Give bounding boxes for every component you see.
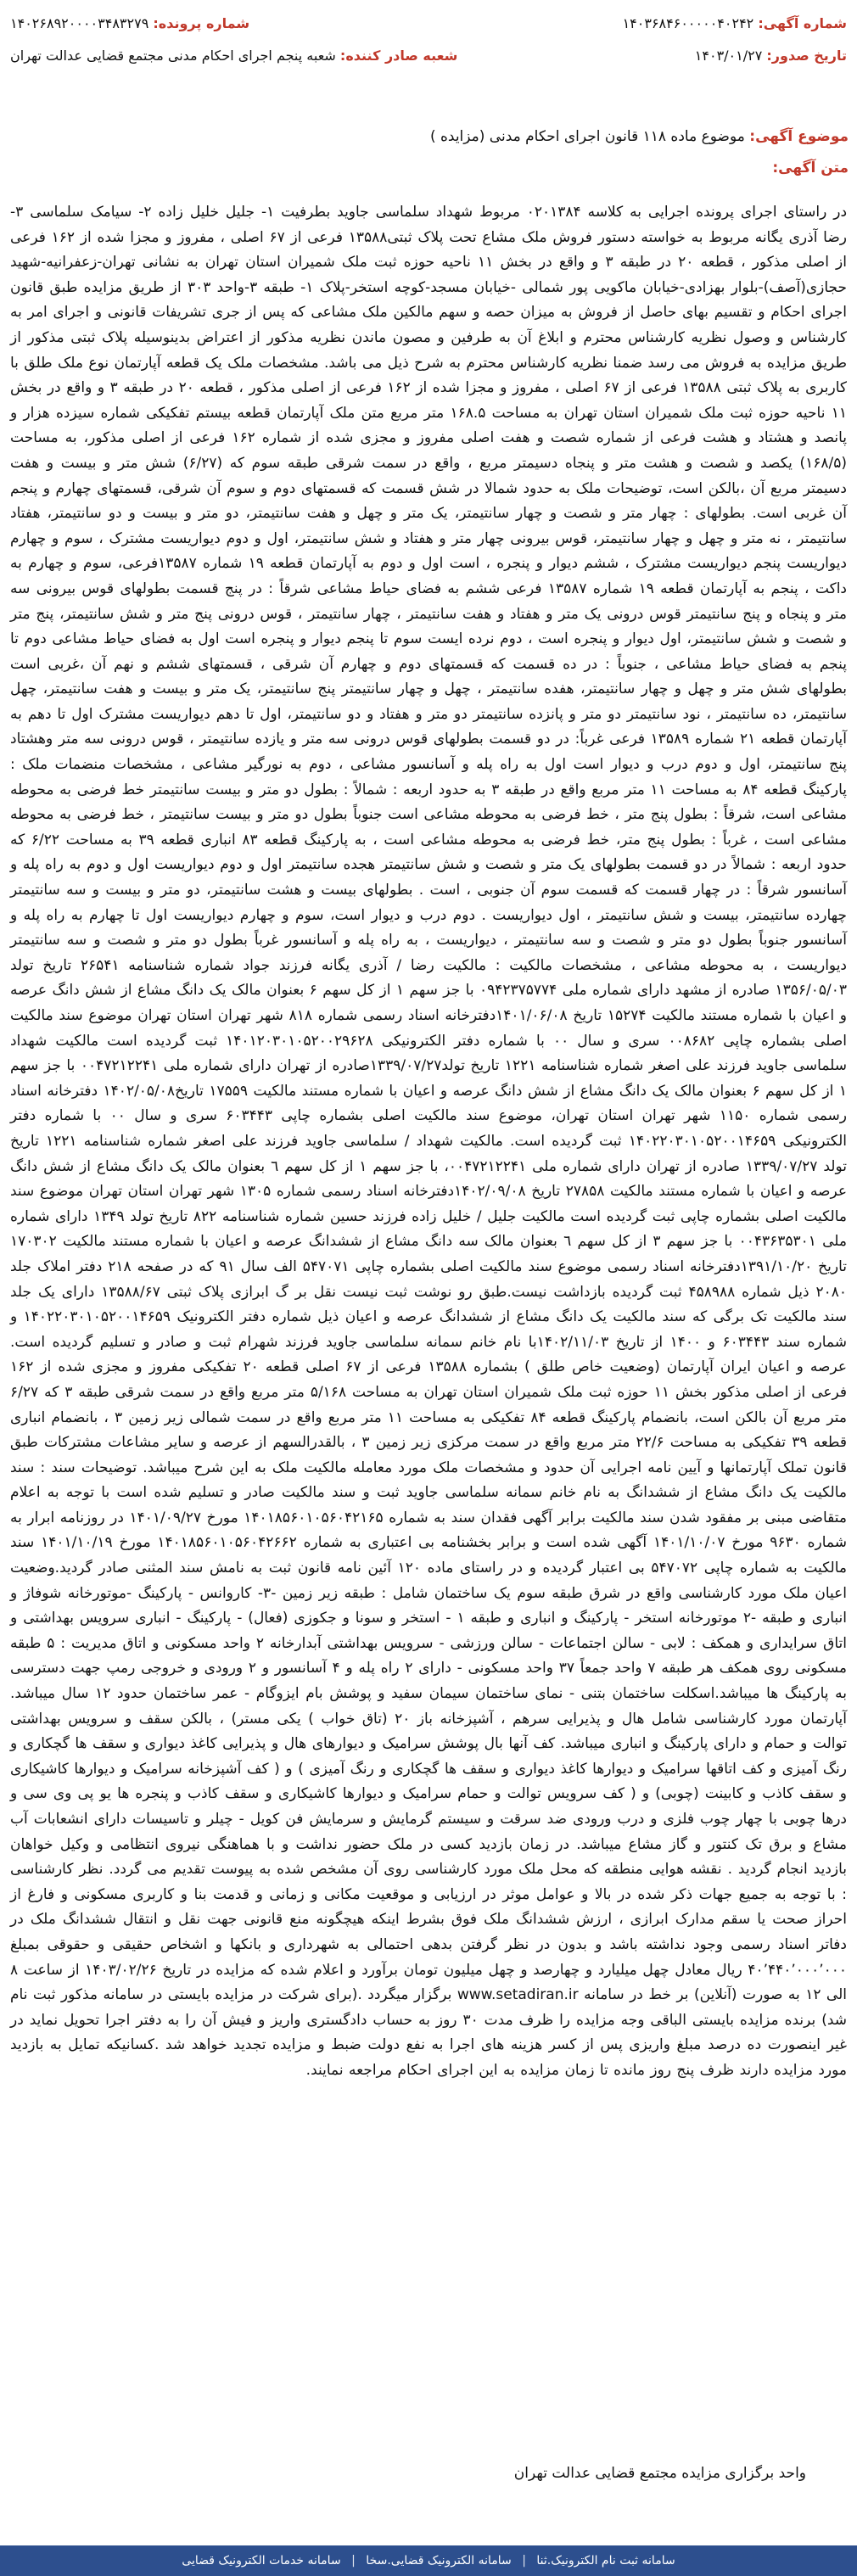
notice-body: در راستای اجرای پرونده اجرایی به کلاسه ۰۲۰۱۳۸۴ مربوط شهداد سلماسی جاوید بطرفیت ۱- جلیل خلیل زاده ۲- سیامک سلماسی ۳- رضا آذری یگانه مربوط به خواسته دستور فروش ملک مشاع تحت پلاک ثبتی۱۳۵۸۸ فرعی از ۶۷ اصلی ، مفروز و مجزا شده از ۱۶۲ فرعی از اصلی مذکور ، قطعه ۲۰ در طبقه ۳ و واقع در بخش ۱۱ ناحیه حوزه ثبت ملک شمیران استان تهران به نشانی تهران-زعفرانیه-شهید حجازی(آصف)-بلوار بهزادی-خیابان ماکویی پور شمالی -خیابان مسجد-کوچه استخر-پلاک ۱- طبقه ۳-واحد ۳۰۳ از طریق مزایده طبق قانون اجرای احکام و تقسیم بهای حاصل از فروش به میزان حصه و سهم مالکین ملک مشاعی که پس از جری تشریفات قانونی و اجرای امر به کارشناس و وصول نظریه کارشناس محترم و ابلاغ آن به طرفین و مصون ماندن نظریه مذکور از اعتراض بدینوسیله پلاک ثبتی مذکور از طریق مزایده به فروش می رسد ضمنا نظریه کارشناس محترم به شرح ذیل می باشد. مشخصات ملک یک قطعه آپارتمان نوع ملک طلق با کاربری به پلاک ثبتی ۱۳۵۸۸ فرعی از ۶۷ اصلی ، مفروز و مجزا شده از ۱۶۲ فرعی از اصلی مذکور ، قطعه ۲۰ در طبقه ۳ و واقع در بخش ۱۱ ناحیه حوزه ثبت ملک شمیران استان تهران به مساحت ۱۶۸.۵ متر مربع متن ملک آپارتمان قطعه بیستم تفکیکی شماره سیزده هزار و پانصد و هشتاد و هشت فرعی از شماره شصت و هفت اصلی مفروز و مجزی شده از شماره ۱۶۲ فرعی از اصلی مذکور، به مساحت (۱۶۸/۵) یکصد و شصت و هشت متر و پنجاه دسیمتر مربع ، واقع در سمت شرقی طبقه سوم که (۶/۲۷) شش متر و بیست و هفت دسیمتر مربع آن ،بالکن است، توضیحات ملک به حدود شمالا در شش قسمت که قسمتهای دوم و سوم آن شرقی، قسمتهای چهارم و پنجم آن غربی است. بطولهای : چهار متر و شصت و چهار سانتیمتر، یک متر و چهل و هفت سانتیمتر، دو متر و بیست و دو سانتیمتر، هفتاد سانتیمتر ، نه متر و چهل و چهار سانتیمتر، قوس بیرونی چهار متر و هفتاد و شش سانتیمتر، اول و دوم دیواریست مشترک ، سوم و چهارم دیواریست پنجم دیواریست مشترک ، ششم دیوار و پنجره ، است اول و دوم به آپارتمان قطعه ۱۹ شماره ۱۳۵۸۷فرعی، سوم و چهارم به داکت ، پنجم به آپارتمان قطعه ۱۹ شماره ۱۳۵۸۷ فرعی ششم به فضای حیاط مشاعی شرقاً : در پنج قسمت بطولهای قوس بیرونی سه متر و پنجاه و پنج سانتیمتر قوس درونی یک متر و هفتاد و هفت سانتیمتر ، چهار سانتیمتر ، قوس درونی پنج متر و شش سانتیمتر، پنج متر و شصت و شش سانتیمتر، اول دیوار و پنجره است ، دوم نرده ایست سوم تا پنجم دیوار و پنجره است اول به فضای حیاط مشاعی دوم تا پنجم به فضای حیاط مشاعی ، جنوباً : در ده قسمت که قسمتهای دوم و چهارم آن شرقی ، قسمتهای ششم و نهم آن ،غربی است بطولهای شش متر و چهل و چهار سانتیمتر، هفده سانتیمتر ، چهل و چهار سانتیمتر پنج سانتیمتر، یک متر و بیست و هفت سانتیمتر، چهل سانتیمتر، ده سانتیمتر ، نود سانتیمتر دو متر و پانزده سانتیمتر دو متر و هفتاد و دو سانتیمتر، اول تا دهم دیواریست مشترک اول تا دهم به آپارتمان قطعه ۲۱ شماره ۱۳۵۸۹ فرعی غرباً: در دو قسمت بطولهای قوس درونی سه متر و یازده سانتیمتر ، قوس درونی سه متر وهشتاد پنج سانتیمتر، اول و دوم درب و دیوار است اول به راه پله و آسانسور مشاعی ، دوم به نورگیر مشاعی ، مشخصات منضمات ملک : پارکینگ قطعه ۸۴ به مساحت ۱۱ متر مربع واقع در طبقه ۳ به حدود اربعه : شمالاً : بطول دو متر و بیست سانتیمتر خط فرضی به محوطه مشاعی است، شرقاً : بطول پنج متر ، خط فرضی به محوطه مشاعی است جنوباً بطول دو متر و بیست سانتیمتر ، خط فرضی به محوطه مشاعی است ، غرباً : بطول پنج متر، خط فرضی به محوطه مشاعی است ، به پارکینگ قطعه ۸۳ انباری قطعه ۳۹ به مساحت ۶/۲۲ که حدود اربعه : شمالاً در دو قسمت بطولهای یک متر و شصت و شش سانتیمتر هجده سانتیمتر اول و دوم دیواریست اول و دوم به راه پله و آسانسور شرقاً : در چهار قسمت که قسمت سوم آن جنوبی ، است . بطولهای بیست و هشت سانتیمتر، دو متر و بیست و سه سانتیمتر چهارده سانتیمتر، بیست و شش سانتیمتر ، اول دیواریست . دوم درب و دیوار است، سوم و چهارم دیواریست اول تا چهارم به راه پله و آسانسور جنوباً بطول دو متر و شصت و سه سانتیمتر ، دیواریست ، به راه پله و آسانسور غرباً بطول دو متر و شصت و سه سانتیمتر دیواریست ، به محوطه مشاعی ، مشخصات مالکیت : مالکیت رضا / آذری یگانه فرزند جواد شماره شناسنامه ۲۶۵۴۱ تاریخ تولد ۱۳۵۶/۰۵/۰۳ صادره از مشهد دارای شماره ملی ۰۹۴۲۳۷۵۷۷۴ با جز سهم ۱ از کل سهم ۶ بعنوان مالک یک دانگ مشاع از شش دانگ عرصه و اعیان با شماره مستند مالکیت ۱۵۲۷۴ تاریخ ۱۴۰۱/۰۶/۰۸دفترخانه اسناد رسمی شماره ۸۱۸ شهر تهران استان تهران موضوع سند مالکیت اصلی بشماره چاپی ۰۰۸۶۸۲ سری و سال ۰۰ با شماره دفتر الکترونیکی ۱۴۰۱۲۰۳۰۱۰۵۲۰۰۲۹۶۲۸ ثبت گردیده است مالکیت شهداد سلماسی جاوید فرزند علی اصغر شماره شناسنامه ۱۲۲۱ تاریخ تولد۱۳۳۹/۰۷/۲۷صادره از تهران دارای شماره ملی ۰۰۴۷۲۱۲۲۴۱ با جز سهم ۱ از کل سهم ۶ بعنوان مالک یک دانگ مشاع از شش دانگ عرصه و اعیان با شماره مستند مالکیت ۱۷۵۵۹ تاریخ۱۴۰۲/۰۵/۰۸ دفترخانه اسناد رسمی شماره ۱۱۵۰ شهر تهران استان تهران، موضوع سند مالکیت اصلی بشماره چاپی ۶۰۳۴۴۳ سری و سال ۰۰ با شماره دفتر الکترونیکی ۱۴۰۲۲۰۳۰۱۰۵۲۰۰۱۴۶۵۹ ثبت گردیده است. مالکیت شهداد / سلماسی جاوید فرزند علی اصغر شماره شناسنامه ۱۲۲۱ تاریخ تولد ۱۳۳۹/۰۷/۲۷ صادره از تهران دارای شماره ملی ۰۰۴۷۲۱۲۲۴۱، با جز سهم ۱ از کل سهم ٦ بعنوان مالک یک دانگ مشاع از شش دانگ عرصه و اعیان با شماره مستند مالکیت ۲۷۸۵۸ تاریخ ۱۴۰۲/۰۹/۰۸دفترخانه اسناد رسمی شماره ۱۳۰۵ شهر تهران استان تهران موضوع سند مالکیت اصلی بشماره چاپی ثبت گردیده است مالکیت جلیل / خلیل زاده فرزند حسین شماره شناسنامه ۸۲۲ تاریخ تولد ۱۳۴۹ دارای شماره ملی ۰۰۴۳۶۳۵۳۰۱ با جز سهم ۳ از کل سهم ٦ بعنوان مالک سه دانگ مشاع از ششدانگ عرصه و اعیان با شماره مستند مالکیت ۱۷۰۳۰۲ تاریخ ۱۳۹۱/۱۰/۲۰دفترخانه اسناد رسمی موضوع سند مالکیت اصلی بشماره چاپی ۵۴۷۰۷۱ الف سال ۹۱ که در صفحه ۲۱۸ دفتر املاک جلد ۲۰۸۰ ذیل شماره ۴۵۸۹۸۸ ثبت گردیده بازداشت نیست.طبق رو نوشت ثبت نیست نقل بر گ ابرازی پلاک ثبتی ۱۳۵۸۸/۶۷ دارای یک جلد سند مالکیت تک برگی که سند مالکیت یک دانگ مشاع از ششدانگ عرصه و اعیان ذیل شماره دفتر الکترونیک ۱۴۰۲۲۰۳۰۱۰۵۲۰۰۱۴۶۵۹ و شماره سند ۶۰۳۴۴۳ و ۱۴۰۰ از تاریخ ۱۴۰۲/۱۱/۰۳با نام خانم سمانه سلماسی جاوید فرزند شهرام ثبت و صادر و تسلیم گردیده است. عرصه و اعیان ایران آپارتمان (وضعیت خاص طلق ) بشماره ۱۳۵۸۸ فرعی از ۶۷ اصلی قطعه ۲۰ تفکیکی مفروز و مجزی شده از ۱۶۲ فرعی از اصلی مذکور بخش ۱۱ حوزه ثبت ملک شمیران استان تهران به مساحت ۵/۱۶۸ متر مربع واقع در سمت شرقی طبقه ۳ که ۶/۲۷ متر مربع آن بالکن است، بانضمام پارکینگ قطعه ۸۴ تفکیکی به مساحت ۱۱ متر مربع واقع در سمت شمالی زیر زمین ۳ ، بانضمام انباری قطعه ۳۹ تفکیکی به مساحت ۲۲/۶ متر مربع واقع در سمت مرکزی زیر زمین ۳ ، بالقدرالسهم از عرصه و سایر مشاعات مشترکات طبق قانون تملک آپارتمانها و آیین نامه اجرایی آن حدود و مشخصات ملک مورد معامله مالکیت ملک به این شرح میباشد. توضیحات سند : سند مالکیت یک دانگ مشاع از ششدانگ به نام خانم سمانه سلماسی جاوید ثبت و سند مالکیت صادر و تسلیم شده است با توجه به اعلام متقاضی مبنی بر مفقود شدن سند مالکیت برابر آگهی فقدان سند به شماره ۱۴۰۱۸۵۶۰۱۰۵۶۰۴۲۱۶۵ مورخ ۱۴۰۱/۰۹/۲۷ در روزنامه ابرار به شماره ۹۶۳۰ مورخ ۱۴۰۱/۱۰/۰۷ آگهی شده است و برابر بخشنامه بی اعتباری به شماره ۱۴۰۱۸۵۶۰۱۰۵۶۰۴۲۶۶۲ مورخ ۱۴۰۱/۱۰/۱۹ سند مالکیت به شماره چاپی ۵۴۷۰۷۲ بی اعتبار گردیده و در راستای ماده ۱۲۰ آئین نامه قانون ثبت به نامش سند المثنی صادر گردید.وضعیت اعیان ملک مورد کارشناسی واقع در شرق طبقه سوم یک ساختمان شامل : طبقه زیر زمین -۳- کاروانس - پارکینگ -موتورخانه شوفاژ و انباری و طبقه -۲ موتورخانه استخر - پارکینگ و انباری و طبقه ۱ - استخر و سونا و جکوزی (فعال) - پارکینگ - انباری سرویس بهداشتی و اتاق سرایداری و همکف : لابی - سالن اجتماعات - سالن ورزشی - سرویس بهداشتی آبدارخانه ۲ واحد مسکونی و اتاق مدیریت : ۵ طبقه مسکونی روی همکف هر طبقه ۷ واحد جمعاً ۳۷ واحد مسکونی - دارای ۲ راه پله و ۴ آسانسور و ۲ ورودی و خروجی رمپ جهت دسترسی به پارکینگ ها میباشد.اسکلت ساختمان بتنی - نمای ساختمان سیمان سفید و پوشش بام ایزوگام - عمر ساختمان حدود ۱۲ سال میباشد. آپارتمان مورد کارشناسی شامل هال و پذیرایی سرهم ، آشپزخانه باز ۲۰ (تاق خواب ) یکی مستر) ، بالکن سقف و سرویس بهداشتی توالت و حمام و دارای پارکینگ و انباری میباشد. کف آنها بال پوشش سرامیک و دیوارهای هال و پذیرایی کاغذ دیواری و سقف ها گچکاری و رنگ آمیزی و کف اتاقها سرامیک و دیوارها کاغذ دیواری و سقف ها گچکاری و رنگ آمیزی ) و ( کف آشپزخانه سرامیک و دیوارها کاشیکاری و سقف کاذب و کابینت (چوبی) و ( کف سرویس توالت و حمام سرامیک و دیوارها کاشیکاری و سقف کاذب و پنجره ها یو پی وی سی و درها چوبی با چهار چوب فلزی و درب ورودی ضد سرقت و سیستم گرمایش و سرمایش فن کویل - چیلر و تاسیسات دارای انشعابات آب مشاع و برق تک کنتور و گاز مشاع میباشد. در زمان بازدید کسی در ملک حضور نداشت و با هماهنگی نیروی انتظامی و وکیل خواهان بازدید انجام گردید . نقشه هوایی منطقه که محل ملک مورد کارشناسی روی آن مشخص شده به پیوست تقدیم می گردد. نظر کارشناسی : با توجه به جمیع جهات ذکر شده در بالا و عوامل موثر در ارزیابی و موقعیت مکانی و زمانی و قدمت بنا و کاربری مسکونی و فارغ از احراز صحت یا سقم مدارک ابرازی ، ارزش ششدانگ ملک فوق بشرط اینکه هیچگونه منع قانونی جهت نقل و انتقال ششدانگ ملک در دفاتر اسناد رسمی وجود نداشته باشد و بدون در نظر گرفتن بدهی احتمالی به شهرداری و بانکها و اشخاص حقیقی و حقوقی بمبلغ ۴۰٬۴۴۰٬۰۰۰٬۰۰۰ ریال معادل چهل میلیارد و چهارصد و چهل میلیون تومان برآورد و اعلام شده که مزایده در تاریخ ۱۴۰۳/۰۲/۲۶ از ساعت ۸ الی ۱۲ به صورت (آنلاین) بر خط در سامانه www.setadiran.ir برگزار میگردد .(برای شرکت در مزایده بایستی در سامانه مذکور ثبت نام شد) برنده مزایده بایستی الباقی وجه مزایده را ظرف مدت ۳۰ روز به حساب دادگستری واریز و فیش آن را به دفتر اجرا تحویل نماید در غیر اینصورت ده درصد مبلغ واریزی پس از کسر هزینه های اجرا به نفع دولت ضبط و مزایده تجدید خواهد شد .کسانیکه تمایل به بازدید مورد مزایده دارند ظرف پنج روز مانده تا زمان مزایده به این اجرای احکام مراجعه نمایند. [10, 204, 848, 2079]
body-label: متن آگهی: [772, 160, 849, 176]
branch-row [10, 44, 457, 68]
issue-date-label: تاریخ صدور: [766, 48, 847, 64]
footer-separator: | [522, 2554, 526, 2568]
topic-label: موضوع آگهی: [749, 128, 849, 145]
notice-number-label: شماره آگهی: [758, 15, 847, 31]
notice-number-row [623, 12, 847, 36]
case-number-label: شماره پرونده: [153, 15, 250, 31]
notice-number: ۱۴۰۳۶۸۴۶۰۰۰۰۰۴۰۲۴۲ [622, 15, 754, 31]
footer-link-center[interactable]: سامانه الکترونیک قضایی.سخا [366, 2554, 512, 2568]
issue-date: ۱۴۰۳/۰۱/۲۷ [694, 48, 763, 64]
footer-bar [0, 2545, 857, 2576]
footer-link-left[interactable]: سامانه ثبت نام الکترونیک.ثنا [536, 2554, 675, 2568]
footer-link-right[interactable]: سامانه خدمات الکترونیک قضایی [182, 2554, 341, 2568]
signature: واحد برگزاری مزایده مجتمع قضایی عدالت تهران [513, 2465, 806, 2482]
topic-value: موضوع ماده ۱۱۸ قانون اجرای احکام مدنی (مزایده ) [429, 128, 745, 145]
issue-date-row [695, 44, 847, 68]
case-number: ۱۴۰۲۶۸۹۲۰۰۰۰۳۴۸۳۲۷۹ [10, 15, 149, 31]
branch-label: شعبه صادر کننده: [339, 48, 458, 64]
notice-topic [8, 124, 849, 149]
notice-header [0, 12, 857, 139]
case-number-row [10, 12, 249, 36]
footer-separator: | [351, 2554, 356, 2568]
issuing-branch: شعبه پنجم اجرای احکام مدنی مجتمع قضایی عدالت تهران [10, 48, 336, 64]
